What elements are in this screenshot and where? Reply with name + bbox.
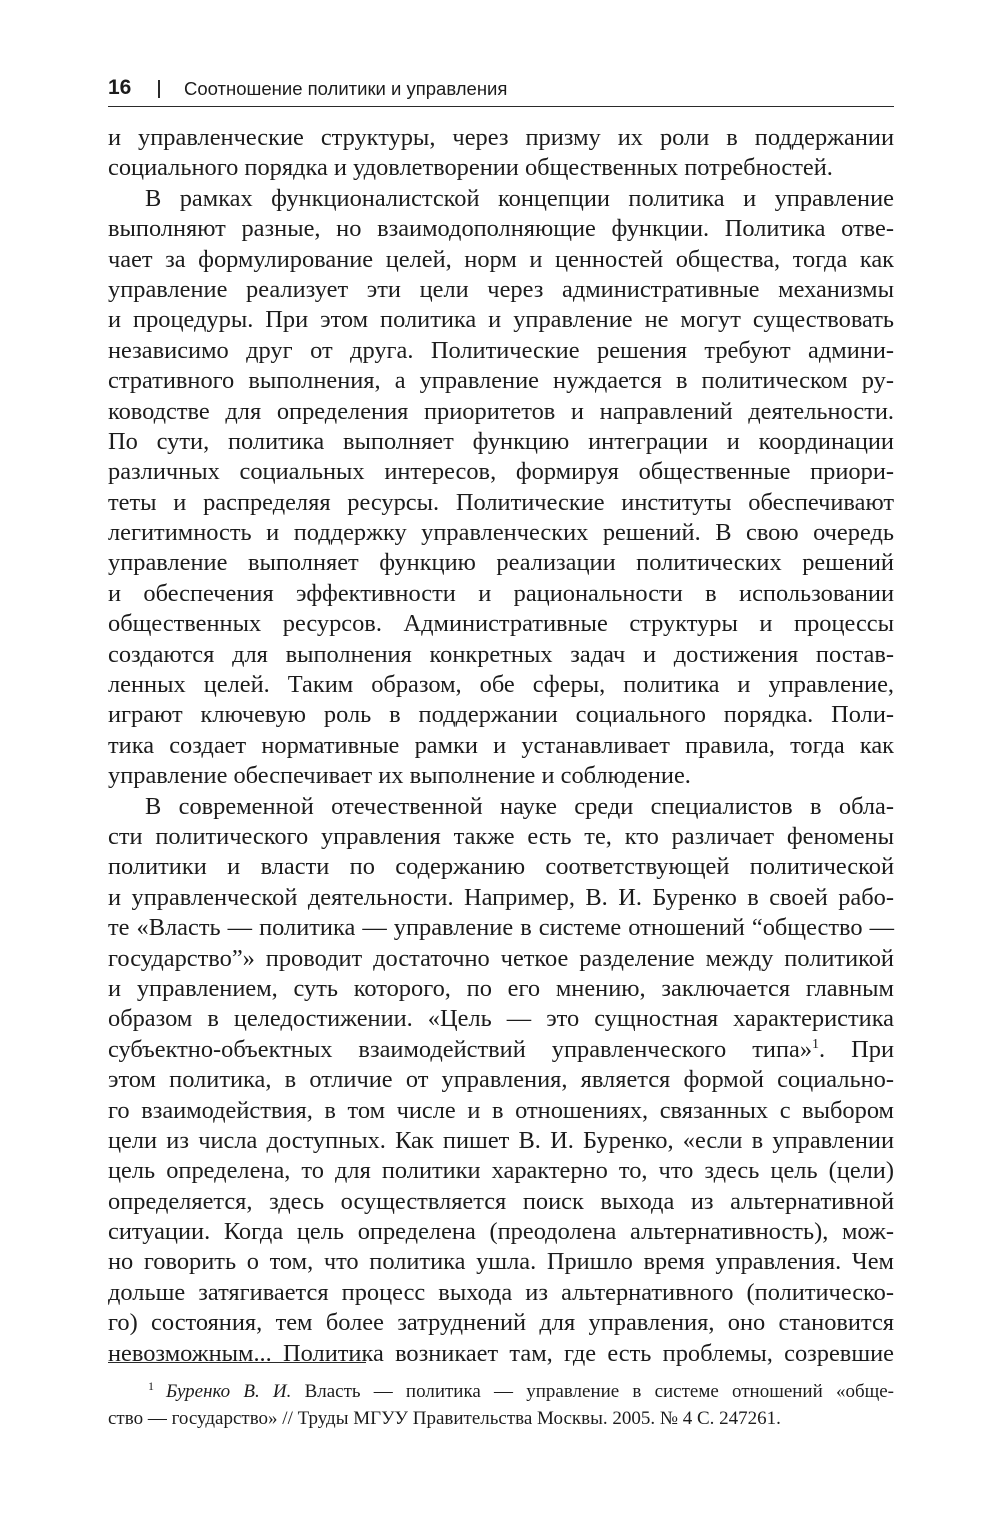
text-line: те «Власть — политика — управление в системе отношений “общество — — [108, 914, 894, 942]
text-line: го взаимодействия, в том числе и в отношениях, связанных с выбором — [108, 1096, 894, 1124]
text-line: и управленческие структуры, через призму их роли в поддержании — [108, 124, 894, 151]
text-line: определяется, здесь осуществляется поиск выхода из альтернативной — [108, 1187, 894, 1215]
running-title: Соотношение политики и управления — [184, 78, 508, 99]
text-line: чает за формулирование целей, норм и ценностей общества, тогда как — [108, 245, 894, 273]
page-number: 16 — [108, 76, 132, 99]
main-text — [108, 123, 894, 1369]
text-line: общественных ресурсов. Административные структуры и процессы — [108, 610, 894, 638]
footnote-line: ство — государство» // Труды МГУУ Правительства Москвы. 2005. № 4 С. 247261. — [108, 1408, 781, 1429]
footnote-text: Власть — политика — управление в системе отношений «обще- — [304, 1381, 895, 1402]
text-line: цель определена, то для политики характерно то, что здесь цель (цели) — [108, 1157, 894, 1185]
text-line: играют ключевую роль в поддержании социального порядка. Поли- — [108, 701, 894, 729]
text-line: и процедуры. При этом политика и управление не могут существовать — [108, 306, 894, 334]
text-line: социального порядка и удовлетворении общественных потребностей. — [108, 154, 833, 182]
text-line: управление выполняет функцию реализации политических решений — [108, 549, 894, 577]
text-line: различных социальных интересов, формируя общественные приори- — [108, 458, 894, 486]
text-segment: субъектно-объектных взаимодействий управленческого типа» — [108, 1035, 813, 1063]
text-line: но говорить о том, что политика ушла. Пришло время управления. Чем — [108, 1248, 894, 1276]
footnote — [108, 1378, 894, 1432]
text-line: политики и власти по содержанию соответствующей политической — [108, 853, 894, 881]
text-line: сти политического управления также есть те, кто различает феномены — [108, 822, 894, 850]
text-line: и управленческой деятельности. Например, В. И. Буренко в своей рабо- — [108, 883, 894, 911]
paragraph-first-line: В рамках функционалистской концепции политика и управление — [145, 184, 894, 212]
text-line: независимо друг от друга. Политические решения требуют админи- — [108, 336, 894, 364]
text-line: По сути, политика выполняет функцию интеграции и координации — [108, 427, 894, 455]
footnote-mark: 1 — [148, 1379, 154, 1393]
text-line: управление реализует эти цели через административные механизмы — [108, 275, 894, 303]
footnote-line — [108, 1378, 894, 1405]
text-line: теты и распределяя ресурсы. Политические институты обеспечивают — [108, 488, 894, 516]
footnote-divider — [108, 1362, 366, 1363]
text-segment: . При — [819, 1035, 894, 1063]
text-line: образом в целедостижении. «Цель — это сущностная характеристика — [108, 1005, 894, 1033]
paragraph-first-line: В современной отечественной науке среди специалистов в обла- — [145, 792, 894, 820]
text-line: и обеспечения эффективности и рациональности в использовании — [108, 579, 894, 607]
text-line: создаются для выполнения конкретных задач и достижения постав- — [108, 640, 894, 668]
text-line: и управлением, суть которого, по его мнению, заключается главным — [108, 974, 894, 1002]
footnote-author: Буренко В. И. — [166, 1381, 292, 1402]
text-line: управление обеспечивает их выполнение и соблюдение. — [108, 762, 691, 790]
text-line: дольше затягивается процесс выхода из альтернативного (политическо- — [108, 1278, 894, 1306]
header-separator — [158, 80, 160, 98]
text-line: выполняют разные, но взаимодополняющие функции. Политика отве- — [108, 215, 894, 243]
text-line: ситуации. Когда цель определена (преодолена альтернативность), мож- — [108, 1218, 894, 1246]
text-line: этом политика, в отличие от управления, является формой социально- — [108, 1066, 894, 1094]
text-line: стративного выполнения, а управление нуждается в политическом ру- — [108, 367, 894, 395]
text-line-with-footnote — [108, 1035, 894, 1065]
text-line: легитимность и поддержку управленческих решений. В свою очередь — [108, 519, 894, 547]
text-line: ководстве для определения приоритетов и направлений деятельности. — [108, 397, 894, 425]
text-line: ленных целей. Таким образом, обе сферы, политика и управление, — [108, 671, 894, 699]
text-line: невозможным... Политика возникает там, где есть проблемы, созревшие — [108, 1339, 894, 1367]
running-header — [108, 74, 894, 107]
text-line: государство”» проводит достаточно четкое разделение между политикой — [108, 944, 894, 972]
text-line: го) состояния, тем более затруднений для управления, оно становится — [108, 1309, 894, 1337]
text-line: цели из числа доступных. Как пишет В. И. Буренко, «если в управлении — [108, 1126, 894, 1154]
footnote-reference: 1 — [812, 1036, 820, 1052]
text-line: тика создает нормативные рамки и устанавливает правила, тогда как — [108, 731, 894, 759]
